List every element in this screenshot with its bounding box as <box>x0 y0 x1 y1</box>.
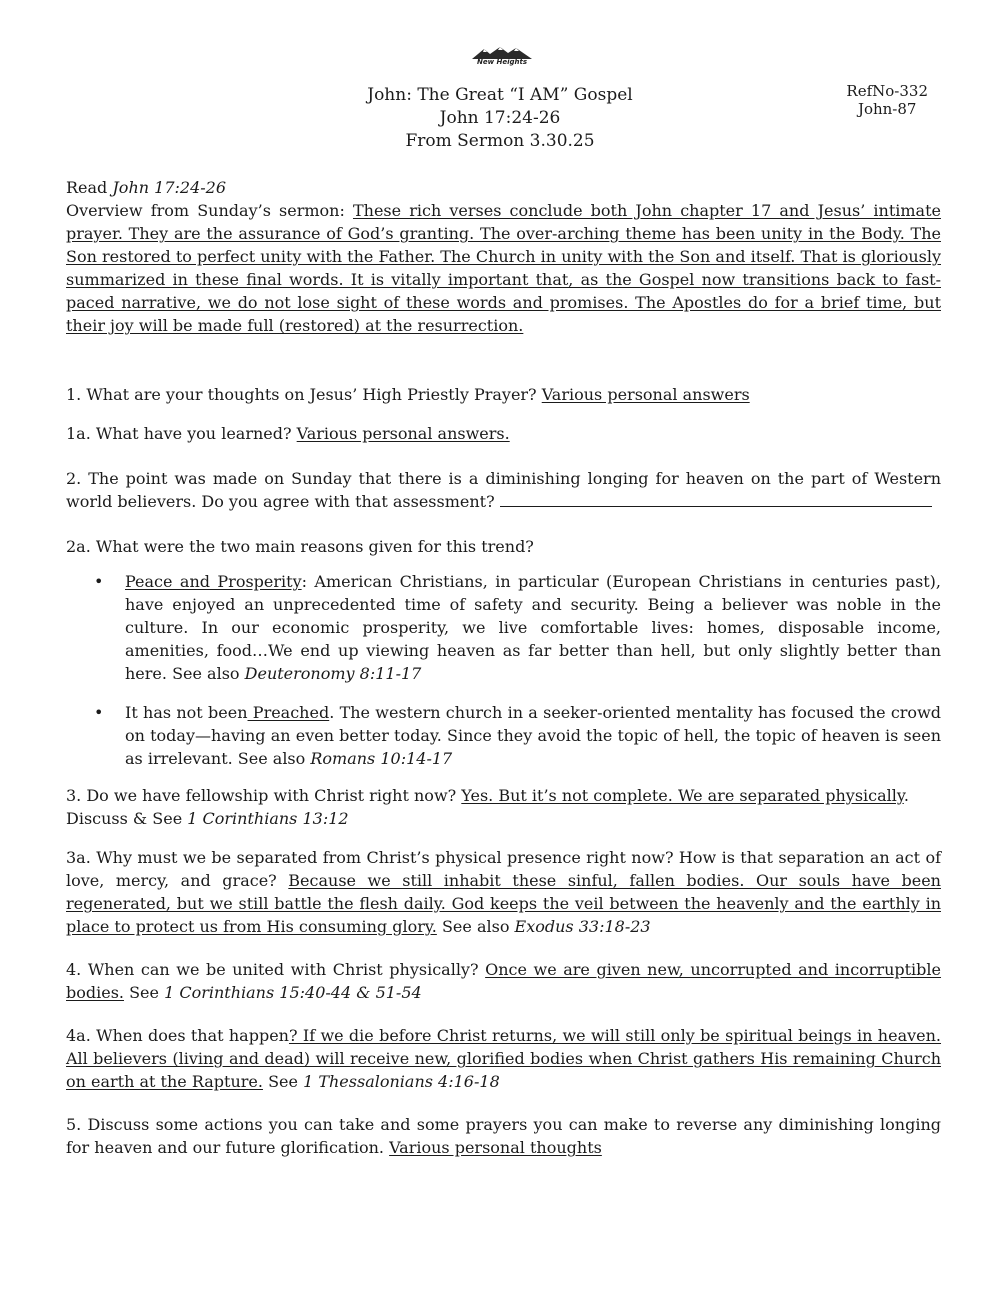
sermon-date: From Sermon 3.30.25 <box>405 131 595 151</box>
question-1a: 1a. What have you learned? Various personal answers. <box>66 424 510 443</box>
overview-paragraph: Overview from Sunday’s sermon: These rich verses conclude both John chapter 17 and Jesus’ intimate prayer. They are the assurance of God’s granting. The over-arching theme has been unity in the Body. The Son restored to perfect unity with the Father. The Church in unity with the Son and itself. That is gloriously summarized in these final words. It is vitally important that, as the Gospel now transitions back to fast-paced narrative, we do not lose sight of these words and promises. The Apostles do for a brief time, but their joy will be made full (restored) at the resurrection. <box>66 201 941 335</box>
reasons-list <box>66 570 941 770</box>
read-line: Read John 17:24-26 <box>66 178 227 197</box>
reason-title: Peace and Prosperity <box>125 572 302 591</box>
question-5: 5. Discuss some actions you can take and some prayers you can make to reverse any diminishing longing for heaven and our future glorification. Various personal thoughts <box>66 1115 941 1157</box>
question-4a: 4a. When does that happen? If we die before Christ returns, we will still only be spiritual beings in heaven. All believers (living and dead) will receive new, glorified bodies when Christ gathers His remaining Church on earth at the Rapture. See 1 Thessalonians 4:16-18 <box>66 1026 942 1091</box>
document-title: John: The Great “I AM” Gospel <box>367 85 633 105</box>
question-2: 2. The point was made on Sunday that there is a diminishing longing for heaven on the part of Western world believers. Do you agree with that assessment? <box>66 469 941 511</box>
answer-4a: ? If we die before Christ returns, we will still only be spiritual beings in heaven. All believers (living and dead) will receive new, glorified bodies when Christ gathers His remaining Church on earth at the Rapture. <box>66 1026 942 1091</box>
question-3: 3. Do we have fellowship with Christ right now? Yes. But it’s not complete. We are separated physically. Discuss & See 1 Corinthians 13:12 <box>66 786 909 828</box>
question-4: 4. When can we be united with Christ physically? Once we are given new, uncorrupted and incorruptible bodies. See 1 Corinthians 15:40-44 & 51-54 <box>66 960 942 1002</box>
reason-title: Preached <box>247 703 330 722</box>
list-item: • It has not been Preached. The western church in a seeker-oriented mentality has focused the crowd on today—having an even better today. Since they avoid the topic of hell, the topic of heaven is seen as irrelevant. See also Romans 10:14-17 <box>66 701 941 770</box>
read-reference: John 17:24-26 <box>112 178 227 197</box>
document-body <box>66 176 941 1159</box>
question-1: 1. What are your thoughts on Jesus’ High Priestly Prayer? Various personal answers <box>66 385 750 404</box>
list-item: • Peace and Prosperity: American Christians, in particular (European Christians in centuries past), have enjoyed an unprecedented time of safety and security. Being a believer was noble in the culture. In our economic prosperity, we live comfortable lives: homes, disposable income, amenities, food…We end up viewing heaven as far better than hell, but only slightly better than here. See also Deuteronomy 8:11-17 <box>66 570 941 685</box>
ref-code: John-87 <box>857 100 917 118</box>
overview-text: These rich verses conclude both John chapter 17 and Jesus’ intimate prayer. They are the assurance of God’s granting. The over-arching theme has been unity in the Body. The Son restored to perfect unity with the Father. The Church in unity with the Son and itself. That is gloriously summarized in these final words. It is vitally important that, as the Gospel now transitions back to fast-paced narrative, we do not lose sight of these words and promises. The Apostles do for a brief time, but their joy will be made full (restored) at the resurrection. <box>66 201 941 335</box>
answer-blank-line[interactable] <box>500 492 932 507</box>
logo-text: New Heights <box>476 58 528 66</box>
answer-1: Various personal answers <box>541 385 750 404</box>
answer-1a: Various personal answers. <box>296 424 510 443</box>
scripture-passage: John 17:24-26 <box>439 108 561 128</box>
answer-3: Yes. But it’s not complete. We are separated physically <box>461 786 904 805</box>
question-3a: 3a. Why must we be separated from Christ’s physical presence right now? How is that separation an act of love, mercy, and grace? Because we still inhabit these sinful, fallen bodies. Our souls have been regenerated, but we still battle the flesh daily. God keeps the veil between the heavenly and the earthly in place to protect us from His consuming glory. See also Exodus 33:18-23 <box>66 848 941 936</box>
church-logo <box>470 46 534 74</box>
question-2a: 2a. What were the two main reasons given for this trend? <box>66 537 534 556</box>
answer-3a: Because we still inhabit these sinful, fallen bodies. Our souls have been regenerated, but we still battle the flesh daily. God keeps the veil between the heavenly and the earthly in place to protect us from His consuming glory. <box>66 871 941 936</box>
answer-5: Various personal thoughts <box>389 1138 602 1157</box>
answer-4: Once we are given new, uncorrupted and incorruptible bodies. <box>66 960 942 1002</box>
ref-number: RefNo-332 <box>846 82 928 100</box>
reference-block <box>846 82 928 118</box>
